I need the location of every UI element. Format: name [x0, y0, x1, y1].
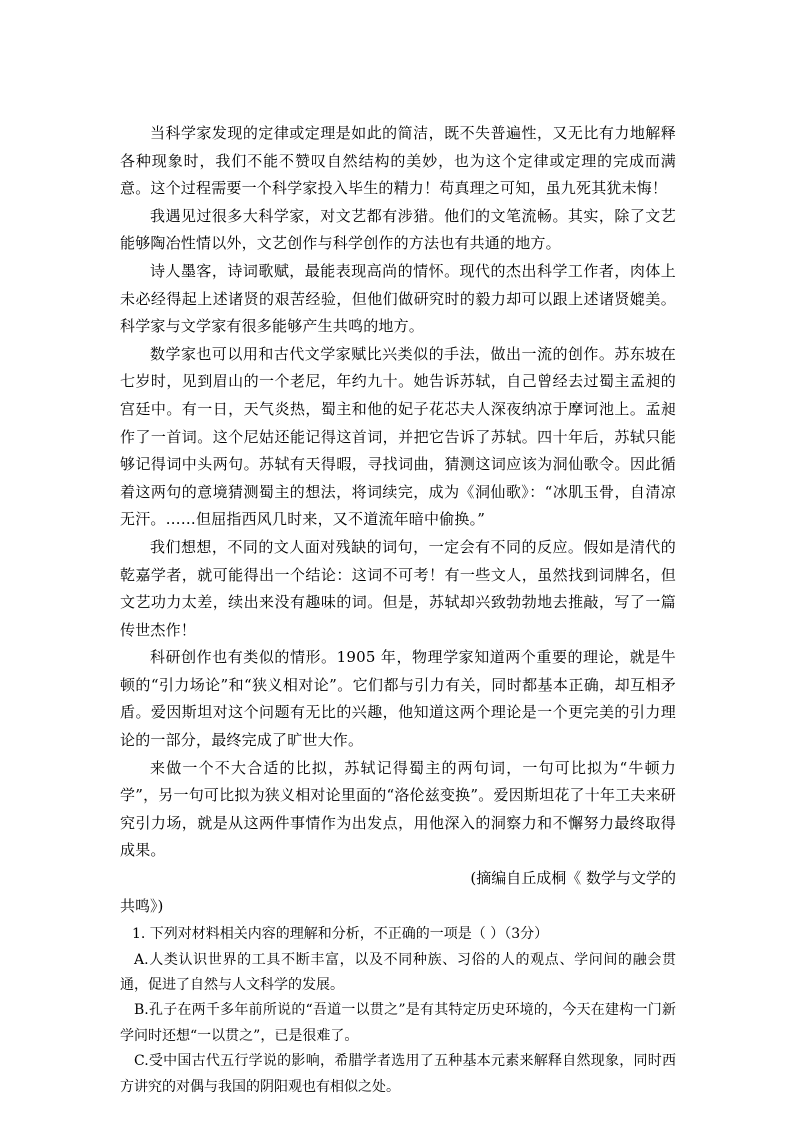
article-paragraph-4: 数学家也可以用和古代文学家赋比兴类似的手法，做出一流的创作。苏东坡在七岁时，见到眉山的一个老尼，年约九十。她告诉苏轼，自己曾经去过蜀主孟昶的宫廷中。有一日，天气炎热，蜀主和他的妃子花芯夫人深夜纳凉于摩诃池上。孟昶作了一首词。这个尼姑还能记得这首词，并把它告诉了苏轼。四十年后，苏轼只能够记得词中头两句。苏轼有天得暇，寻找词曲，猜测这词应该为洞仙歌令。因此循着这两句的意境猜测蜀主的想法，将词续完，成为《洞仙歌》：“冰肌玉骨，自清凉无汗。……但屈指西风几时来，又不道流年暗中偷换。” — [120, 344, 676, 529]
article-paragraph-1: 当科学家发现的定律或定理是如此的简洁，既不失普遍性，又无比有力地解释各种现象时，我们不能不赞叹自然结构的美妙，也为这个定律或定理的完成而满意。这个过程需要一个科学家投入毕生的精力！苟真理之可知，虽九死其犹未悔！ — [120, 124, 676, 198]
question-1 — [120, 922, 676, 1100]
article-paragraph-3: 诗人墨客，诗词歌赋，最能表现高尚的情怀。现代的杰出科学工作者，肉体上未必经得起上述诸贤的艰苦经验，但他们做研究时的毅力却可以跟上述诸贤媲美。科学家与文学家有很多能够产生共鸣的地方。 — [120, 261, 676, 336]
question-option-a: A.人类认识世界的工具不断丰富，以及不同种族、习俗的人的观点、学问间的融会贯通，促进了自然与人文科学的发展。 — [120, 951, 676, 994]
article-paragraph-6: 科研创作也有类似的情形。1905 年，物理学家知道两个重要的理论，就是牛顿的“引力场论”和“狭义相对论”。它们都与引力有关，同时都基本正确，却互相矛盾。爱因斯坦对这个问题有无比的兴趣，他知道这两个理论是一个更完美的引力理论的一部分，最终完成了旷世大作。 — [120, 648, 676, 750]
article-source-citation: (摘编自丘成桐《 数学与文学的 — [470, 869, 676, 888]
article-paragraph-7: 来做一个不大合适的比拟，苏轼记得蜀主的两句词，一句可比拟为“牛顿力学”，另一句可比拟为狭义相对论里面的“洛伦兹变换”。爱因斯坦花了十年工夫来研究引力场，就是从这两件事情作为出发点，用他深入的洞察力和不懈努力最终取得成果。 — [120, 758, 676, 860]
question-stem: 1. 下列对材料相关内容的理解和分析，不正确的一项是（ ）（3分） — [132, 926, 549, 943]
article-paragraph-2: 我遇见过很多大科学家，对文艺都有涉猎。他们的文笔流畅。其实，除了文艺能够陶冶性情以外，文艺创作与科学创作的方法也有共通的地方。 — [120, 206, 676, 253]
question-option-b: B.孔子在两千多年前所说的“吾道一以贯之”是有其特定历史环境的，今天在建构一门新学问时还想“一以贯之”，已是很难了。 — [120, 1002, 676, 1044]
question-option-c: C.受中国古代五行学说的影响，希腊学者选用了五种基本元素来解释自然现象，同时西方讲究的对偶与我国的阴阳观也有相似之处。 — [120, 1053, 676, 1095]
document-body — [120, 120, 676, 1100]
article-source-citation-tail: 共鸣》) — [120, 896, 164, 915]
article-paragraph-5: 我们想想，不同的文人面对残缺的词句，一定会有不同的反应。假如是清代的乾嘉学者，就可能得出一个结论：这词不可考！有一些文人，虽然找到词牌名，但文艺功力太差，续出来没有趣味的词。但是，苏轼却兴致勃勃地去推敲，写了一篇传世杰作！ — [120, 537, 676, 639]
